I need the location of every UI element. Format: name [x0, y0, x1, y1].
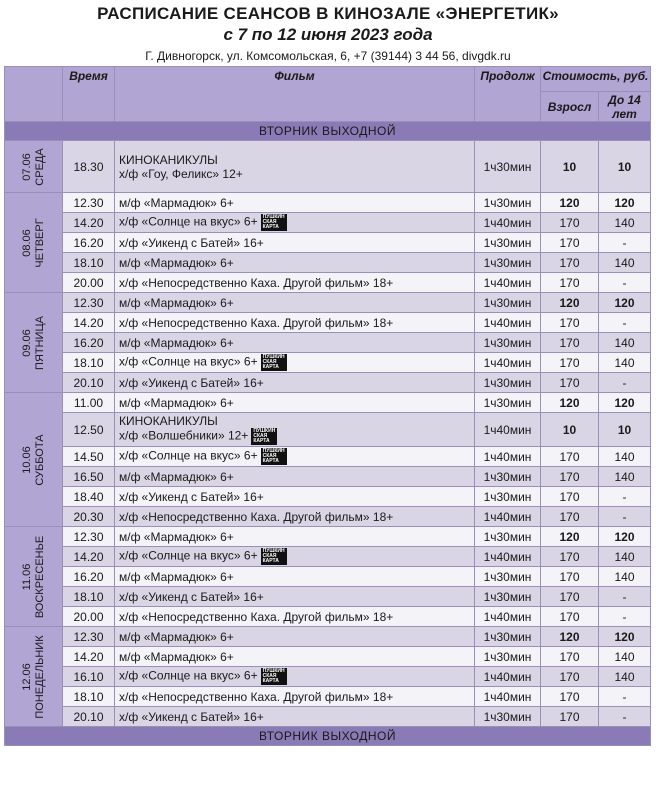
session-film: [115, 527, 475, 547]
price-adult: 170: [541, 447, 599, 467]
day-off-banner-top: ВТОРНИК ВЫХОДНОЙ: [5, 122, 651, 141]
session-duration: 1ч30мин: [475, 253, 541, 273]
schedule-address: Г. Дивногорск, ул. Комсомольская, 6, +7 (39144) 3 44 56, divgdk.ru: [145, 49, 511, 63]
session-row: [5, 233, 651, 253]
price-adult: 170: [541, 567, 599, 587]
session-film-title: м/ф «Мармадюк» 6+: [119, 195, 234, 210]
session-duration: 1ч40мин: [475, 273, 541, 293]
price-adult: 170: [541, 353, 599, 373]
session-film: [115, 667, 475, 687]
session-time: 18.10: [63, 587, 115, 607]
price-adult: 120: [541, 393, 599, 413]
session-row: [5, 547, 651, 567]
session-time: 20.00: [63, 607, 115, 627]
session-film: [115, 627, 475, 647]
session-duration: 1ч30мин: [475, 193, 541, 213]
session-duration: 1ч30мин: [475, 233, 541, 253]
session-film-title: х/ф «Непосредственно Каха. Другой фильм» 18+: [119, 315, 394, 330]
price-adult: 170: [541, 587, 599, 607]
day-label: [5, 141, 63, 193]
schedule-dates: с 7 по 12 июня 2023 года: [223, 25, 433, 44]
pushkin-card-logo: ПУШКИН СКАЯ КАРТА: [262, 548, 285, 564]
day-label: [5, 193, 63, 293]
price-adult: 170: [541, 233, 599, 253]
session-film: [115, 547, 475, 567]
column-header-duration: Продолж: [475, 67, 541, 122]
price-child: -: [599, 487, 651, 507]
price-adult: 10: [541, 141, 599, 193]
session-row: [5, 193, 651, 213]
session-film: [115, 707, 475, 727]
price-child: 120: [599, 627, 651, 647]
session-time: 16.10: [63, 667, 115, 687]
session-row: [5, 253, 651, 273]
price-adult: 170: [541, 687, 599, 707]
price-child: -: [599, 313, 651, 333]
price-child: 140: [599, 213, 651, 233]
price-adult: 170: [541, 707, 599, 727]
schedule-title: РАСПИСАНИЕ СЕАНСОВ В КИНОЗАЛЕ «ЭНЕРГЕТИК»: [97, 4, 559, 23]
session-time: 18.10: [63, 253, 115, 273]
session-duration: 1ч40мин: [475, 447, 541, 467]
session-film: [115, 353, 475, 373]
session-row: [5, 467, 651, 487]
price-child: -: [599, 273, 651, 293]
price-adult: 170: [541, 253, 599, 273]
session-row: [5, 313, 651, 333]
day-label: [5, 293, 63, 393]
session-row: [5, 213, 651, 233]
session-film-title: х/ф «Уикенд с Батей» 16+: [119, 709, 264, 724]
session-row: [5, 487, 651, 507]
day-off-banner-bottom: ВТОРНИК ВЫХОДНОЙ: [5, 727, 651, 746]
session-time: 20.10: [63, 707, 115, 727]
session-film-title: х/ф «Солнце на вкус» 6+: [119, 668, 258, 683]
session-film-title: м/ф «Мармадюк» 6+: [119, 395, 234, 410]
session-film-title: х/ф «Уикенд с Батей» 16+: [119, 489, 264, 504]
session-time: 18.10: [63, 353, 115, 373]
price-adult: 170: [541, 213, 599, 233]
corner-cell: [5, 67, 63, 122]
session-duration: 1ч40мин: [475, 353, 541, 373]
session-time: 14.20: [63, 213, 115, 233]
session-duration: 1ч40мин: [475, 607, 541, 627]
day-label: [5, 527, 63, 627]
session-film-title: х/ф «Волшебники» 12+: [119, 428, 249, 443]
price-adult: 120: [541, 293, 599, 313]
price-child: 120: [599, 393, 651, 413]
session-duration: 1ч30мин: [475, 707, 541, 727]
session-duration: 1ч30мин: [475, 467, 541, 487]
price-adult: 120: [541, 627, 599, 647]
price-adult: 170: [541, 607, 599, 627]
session-film-title: х/ф «Солнце на вкус» 6+: [119, 354, 258, 369]
price-child: 140: [599, 567, 651, 587]
session-row: [5, 507, 651, 527]
day-weekday: СУББОТА: [33, 433, 46, 486]
day-date: 11.06: [20, 563, 33, 590]
price-child: 140: [599, 547, 651, 567]
session-film-title: х/ф «Солнце на вкус» 6+: [119, 448, 258, 463]
session-duration: 1ч40мин: [475, 413, 541, 447]
session-time: 12.30: [63, 627, 115, 647]
session-film: [115, 487, 475, 507]
price-adult: 170: [541, 313, 599, 333]
price-adult: 120: [541, 527, 599, 547]
session-time: 18.10: [63, 687, 115, 707]
day-weekday: ПОНЕДЕЛЬНИК: [33, 634, 46, 719]
session-film: [115, 213, 475, 233]
session-time: 16.20: [63, 567, 115, 587]
session-film-title: х/ф «Гоу, Феликс» 12+: [119, 166, 243, 181]
session-film-title: м/ф «Мармадюк» 6+: [119, 335, 234, 350]
session-row: [5, 333, 651, 353]
session-time: 20.10: [63, 373, 115, 393]
session-film: [115, 413, 475, 447]
schedule-header: [0, 0, 656, 66]
price-child: 140: [599, 353, 651, 373]
column-header-film: Фильм: [115, 67, 475, 122]
price-child: 120: [599, 293, 651, 313]
session-film: [115, 373, 475, 393]
price-adult: 120: [541, 193, 599, 213]
price-child: -: [599, 233, 651, 253]
session-row: [5, 447, 651, 467]
day-label: [5, 393, 63, 527]
price-child: -: [599, 373, 651, 393]
session-film-title: м/ф «Мармадюк» 6+: [119, 649, 234, 664]
price-child: -: [599, 507, 651, 527]
session-film-title: м/ф «Мармадюк» 6+: [119, 255, 234, 270]
session-time: 20.00: [63, 273, 115, 293]
session-time: 12.30: [63, 527, 115, 547]
price-child: 140: [599, 447, 651, 467]
price-child: 140: [599, 467, 651, 487]
price-adult: 170: [541, 333, 599, 353]
day-date: 12.06: [20, 662, 33, 691]
session-film-title: м/ф «Мармадюк» 6+: [119, 469, 234, 484]
session-duration: 1ч30мин: [475, 373, 541, 393]
session-film: [115, 253, 475, 273]
session-row: [5, 607, 651, 627]
session-film: [115, 141, 475, 193]
day-date: 07.06: [20, 152, 33, 181]
session-duration: 1ч40мин: [475, 687, 541, 707]
session-program: КИНОКАНИКУЛЫ: [119, 414, 218, 428]
session-film: [115, 313, 475, 333]
session-time: 12.30: [63, 293, 115, 313]
session-row: [5, 647, 651, 667]
session-film: [115, 293, 475, 313]
session-duration: 1ч30мин: [475, 587, 541, 607]
price-adult: 170: [541, 273, 599, 293]
schedule-table: [4, 66, 651, 746]
session-time: 20.30: [63, 507, 115, 527]
session-row: [5, 587, 651, 607]
price-adult: 170: [541, 667, 599, 687]
price-adult: 170: [541, 647, 599, 667]
session-film-title: х/ф «Непосредственно Каха. Другой фильм» 18+: [119, 275, 394, 290]
session-time: 14.20: [63, 647, 115, 667]
session-duration: 1ч40мин: [475, 507, 541, 527]
session-row: [5, 707, 651, 727]
session-film: [115, 567, 475, 587]
session-film-title: м/ф «Мармадюк» 6+: [119, 529, 234, 544]
session-duration: 1ч30мин: [475, 647, 541, 667]
session-film: [115, 333, 475, 353]
session-film: [115, 393, 475, 413]
session-film: [115, 233, 475, 253]
session-time: 18.30: [63, 141, 115, 193]
session-duration: 1ч30мин: [475, 393, 541, 413]
session-row: [5, 667, 651, 687]
session-duration: 1ч40мин: [475, 547, 541, 567]
day-date: 08.06: [20, 228, 33, 257]
session-film-title: м/ф «Мармадюк» 6+: [119, 569, 234, 584]
session-row: [5, 373, 651, 393]
session-film-title: х/ф «Солнце на вкус» 6+: [119, 214, 258, 229]
price-child: 120: [599, 193, 651, 213]
session-row: [5, 353, 651, 373]
day-weekday: ВОСКРЕСЕНЬЕ: [33, 535, 46, 618]
session-time: 16.20: [63, 233, 115, 253]
session-duration: 1ч30мин: [475, 333, 541, 353]
session-film: [115, 507, 475, 527]
pushkin-card-logo: ПУШКИН СКАЯ КАРТА: [253, 428, 276, 444]
session-film: [115, 587, 475, 607]
session-duration: 1ч40мин: [475, 213, 541, 233]
column-header-time: Время: [63, 67, 115, 122]
pushkin-card-logo: ПУШКИН СКАЯ КАРТА: [262, 448, 285, 464]
session-time: 12.50: [63, 413, 115, 447]
session-film-title: х/ф «Уикенд с Батей» 16+: [119, 589, 264, 604]
pushkin-card-logo: ПУШКИН СКАЯ КАРТА: [262, 668, 285, 684]
session-row: [5, 527, 651, 547]
column-header-child: До 14 лет: [599, 92, 651, 122]
session-time: 14.50: [63, 447, 115, 467]
day-date: 09.06: [20, 328, 33, 357]
price-child: 10: [599, 413, 651, 447]
day-weekday: СРЕДА: [33, 147, 46, 186]
price-adult: 170: [541, 507, 599, 527]
session-duration: 1ч30мин: [475, 293, 541, 313]
pushkin-card-logo: ПУШКИН СКАЯ КАРТА: [262, 214, 285, 230]
session-row: [5, 393, 651, 413]
session-film-title: х/ф «Солнце на вкус» 6+: [119, 548, 258, 563]
session-row: [5, 567, 651, 587]
session-time: 11.00: [63, 393, 115, 413]
price-adult: 170: [541, 547, 599, 567]
pushkin-card-logo: ПУШКИН СКАЯ КАРТА: [262, 354, 285, 370]
session-film-title: х/ф «Непосредственно Каха. Другой фильм» 18+: [119, 509, 394, 524]
session-row: [5, 687, 651, 707]
session-film-title: м/ф «Мармадюк» 6+: [119, 629, 234, 644]
price-adult: 170: [541, 467, 599, 487]
session-film-title: х/ф «Непосредственно Каха. Другой фильм» 18+: [119, 689, 394, 704]
session-time: 14.20: [63, 547, 115, 567]
session-duration: 1ч30мин: [475, 567, 541, 587]
day-weekday: ПЯТНИЦА: [33, 315, 46, 370]
session-film: [115, 467, 475, 487]
price-child: -: [599, 687, 651, 707]
session-duration: 1ч30мин: [475, 527, 541, 547]
session-film: [115, 647, 475, 667]
day-label: [5, 627, 63, 727]
price-adult: 10: [541, 413, 599, 447]
column-header-adult: Взросл: [541, 92, 599, 122]
day-date: 10.06: [20, 445, 33, 474]
session-film: [115, 447, 475, 467]
session-duration: 1ч30мин: [475, 487, 541, 507]
session-duration: 1ч30мин: [475, 627, 541, 647]
day-weekday: ЧЕТВЕРГ: [33, 217, 46, 268]
price-adult: 170: [541, 373, 599, 393]
session-film: [115, 273, 475, 293]
session-time: 16.50: [63, 467, 115, 487]
price-adult: 170: [541, 487, 599, 507]
session-row: [5, 293, 651, 313]
column-header-cost: Стоимость, руб.: [541, 67, 651, 92]
price-child: 140: [599, 647, 651, 667]
price-child: 10: [599, 141, 651, 193]
session-row: [5, 413, 651, 447]
price-child: 140: [599, 333, 651, 353]
session-time: 18.40: [63, 487, 115, 507]
price-child: 120: [599, 527, 651, 547]
session-duration: 1ч30мин: [475, 141, 541, 193]
session-film: [115, 687, 475, 707]
session-time: 14.20: [63, 313, 115, 333]
session-duration: 1ч40мин: [475, 667, 541, 687]
session-row: [5, 273, 651, 293]
session-row: [5, 141, 651, 193]
session-program: КИНОКАНИКУЛЫ: [119, 152, 218, 167]
session-time: 16.20: [63, 333, 115, 353]
session-film-title: м/ф «Мармадюк» 6+: [119, 295, 234, 310]
price-child: 140: [599, 667, 651, 687]
session-film-title: х/ф «Уикенд с Батей» 16+: [119, 235, 264, 250]
price-child: 140: [599, 253, 651, 273]
session-time: 12.30: [63, 193, 115, 213]
session-duration: 1ч40мин: [475, 313, 541, 333]
session-film-title: х/ф «Уикенд с Батей» 16+: [119, 375, 264, 390]
session-film: [115, 193, 475, 213]
price-child: -: [599, 707, 651, 727]
price-child: -: [599, 607, 651, 627]
session-film: [115, 607, 475, 627]
session-row: [5, 627, 651, 647]
price-child: -: [599, 587, 651, 607]
session-film-title: х/ф «Непосредственно Каха. Другой фильм» 18+: [119, 609, 394, 624]
